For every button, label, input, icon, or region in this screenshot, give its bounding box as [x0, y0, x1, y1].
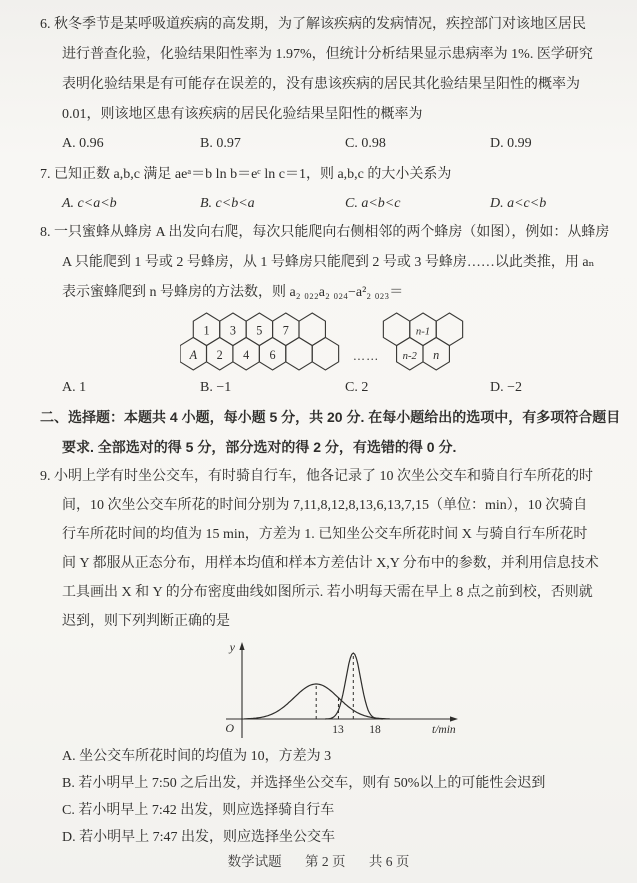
- question-7-option-b: B. c<b<a: [200, 196, 255, 211]
- tick-label-13: 13: [332, 724, 344, 736]
- question-7: [40, 160, 611, 218]
- question-6-line-2: 进行普查化验，化验结果阳性率为 1.97%，但统计分析结果显示患病率为 1%. 医学研究: [62, 47, 593, 62]
- question-7-option-a: A. c<a<b: [62, 196, 117, 211]
- question-6-line-1: 6. 秋冬季节是某呼吸道疾病的高发期，为了解该疾病的发病情况，疾控部门对该地区居民: [40, 17, 586, 32]
- question-8-option-b: B. −1: [200, 380, 232, 395]
- hexagon-label: 3: [229, 323, 236, 338]
- tick-label-18: 18: [369, 724, 381, 736]
- question-9-line-3: 行车所花时间的均值为 15 min，方差为 1. 已知坐公交车所花时间 X 与骑自行车所花时: [62, 527, 588, 542]
- question-8-line-1: 8. 一只蜜蜂从蜂房 A 出发向右爬，每次只能爬向右侧相邻的两个蜂房（如图），例如：从蜂房: [40, 225, 610, 240]
- question-8-options: [62, 374, 611, 402]
- question-9: [40, 462, 611, 851]
- question-6-option-d: D. 0.99: [490, 136, 532, 151]
- question-7-option-d: D. a<c<b: [490, 196, 547, 211]
- hexagon-cell: [286, 337, 312, 370]
- footer-total-label: 共 6 页: [368, 854, 410, 869]
- question-8-option-d: D. −2: [490, 380, 523, 395]
- section-2-header-line-2: 要求. 全部选对的得 5 分，部分选对的得 2 分，有选错的得 0 分.: [62, 439, 457, 455]
- question-9-line-6: 迟到，则下列判断正确的是: [62, 614, 230, 629]
- section-2-header: [40, 402, 621, 462]
- density-curve: [325, 653, 383, 719]
- question-9-option-d: D. 若小明早上 7:47 出发，则应选择坐公交车: [62, 830, 335, 845]
- hexagon-cell: [383, 313, 409, 346]
- hexagon-cell: [312, 337, 338, 370]
- question-6-line-4: 0.01，则该地区患有该疾病的居民化验结果呈阳性的概率为: [62, 107, 423, 122]
- question-7-options: [62, 190, 611, 218]
- question-7-option-c: C. a<b<c: [345, 196, 401, 211]
- section-2-header-line-1: 二、选择题：本题共 4 小题，每小题 5 分，共 20 分. 在每小题给出的选项中，有多项符合题目: [40, 409, 621, 425]
- question-6-option-a: A. 0.96: [62, 136, 104, 151]
- question-6: [40, 10, 611, 158]
- question-6-option-b: B. 0.97: [200, 136, 241, 151]
- question-6-option-c: C. 0.98: [345, 136, 386, 151]
- hexagon-label: 2: [216, 347, 223, 362]
- hexagon-label: n-1: [415, 325, 431, 338]
- question-9-line-2: 间，10 次坐公交车所花的时间分别为 7,11,8,12,8,13,6,13,7,15（单位：min），10 次骑自: [62, 498, 588, 513]
- question-8-line-3: 表示蜜蜂爬到 n 号蜂房的方法数，则 a₂ ₀₂₂a₂ ₀₂₄−a²₂ ₀₂₃＝: [62, 285, 404, 300]
- dashed-guides: [316, 653, 353, 719]
- honeycomb-figure: [180, 311, 480, 373]
- hexagon-label: 7: [282, 323, 289, 338]
- question-6-line-3: 表明化验结果是有可能存在误差的，没有患该疾病的居民其化验结果呈阳性的概率为: [62, 77, 580, 92]
- hexagon-cell: [436, 313, 462, 346]
- origin-label: O: [225, 721, 234, 735]
- density-curves: [244, 653, 390, 719]
- x-axis-label: t/min: [432, 724, 456, 736]
- density-curve: [244, 684, 390, 719]
- hexagon-label: 4: [243, 347, 250, 362]
- footer-page-label: 第 2 页: [305, 854, 346, 869]
- density-curve-figure: [204, 638, 484, 743]
- hexagon-cell: [299, 313, 325, 346]
- hexagon-label: 6: [269, 347, 276, 362]
- ellipsis-dots: ……: [352, 348, 380, 363]
- question-8-option-c: C. 2: [345, 380, 369, 395]
- footer-doc-title: 数学试题: [227, 854, 282, 869]
- y-axis-label: y: [229, 640, 235, 654]
- page-footer: [0, 850, 637, 870]
- hexagon-label: n: [433, 347, 440, 362]
- question-7-line-1: 7. 已知正数 a,b,c 满足 aeᵃ＝b ln b＝eᶜ ln c＝1，则 a,b,c 的大小关系为: [40, 167, 452, 182]
- question-8: [40, 218, 611, 402]
- question-8-option-a: A. 1: [62, 380, 87, 395]
- y-axis-arrow-icon: [239, 642, 244, 650]
- question-8-line-2: A 只能爬到 1 号或 2 号蜂房，从 1 号蜂房只能爬到 2 号或 3 号蜂房……以此类推，用 aₙ: [62, 255, 595, 270]
- honeycomb-figure-wrap: [180, 311, 611, 373]
- hexagon-label: 5: [256, 323, 263, 338]
- hexagon-label: 1: [203, 323, 210, 338]
- question-9-line-5: 工具画出 X 和 Y 的分布密度曲线如图所示. 若小明每天需在早上 8 点之前到校，否则就: [62, 585, 593, 600]
- x-axis-arrow-icon: [450, 716, 458, 721]
- question-6-options: [62, 130, 611, 158]
- question-9-line-1: 9. 小明上学有时坐公交车，有时骑自行车，他各记录了 10 次坐公交车和骑自行车所花的时: [40, 469, 593, 484]
- density-curve-figure-wrap: [204, 638, 611, 743]
- question-9-option-c: C. 若小明早上 7:42 出发，则应选择骑自行车: [62, 803, 335, 818]
- question-9-option-b: B. 若小明早上 7:50 之后出发，并选择坐公交车，则有 50%以上的可能性会迟到: [62, 776, 546, 791]
- question-9-option-a: A. 坐公交车所花时间的均值为 10，方差为 3: [62, 749, 332, 764]
- hexagon-label: A: [189, 347, 198, 362]
- hexagon-label: n-2: [402, 349, 417, 362]
- question-9-line-4: 间 Y 都服从正态分布，用样本均值和样本方差估计 X,Y 分布中的参数，并利用信息技术: [62, 556, 599, 571]
